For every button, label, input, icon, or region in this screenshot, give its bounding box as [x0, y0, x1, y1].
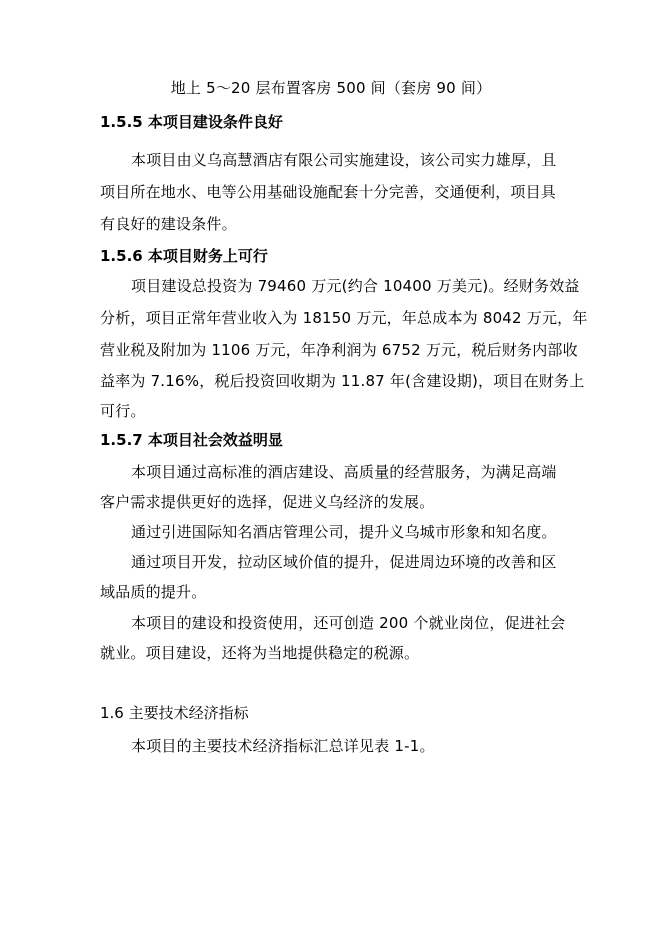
paragraph-line: 本项目的主要技术经济指标汇总详见表 1-1。 — [131, 737, 435, 755]
paragraph-line: 本项目由义乌高慧酒店有限公司实施建设，该公司实力雄厚，且 — [131, 151, 557, 169]
section-heading-1-5-5: 1.5.5 本项目建设条件良好 — [100, 113, 283, 131]
paragraph-line: 项目所在地水、电等公用基础设施配套十分完善，交通便利，项目具 — [100, 183, 557, 201]
section-heading-1-6: 1.6 主要技术经济指标 — [100, 704, 249, 722]
paragraph-line: 益率为 7.16%，税后投资回收期为 11.87 年(含建设期)，项目在财务上 — [100, 372, 585, 390]
paragraph-line: 有良好的建设条件。 — [100, 215, 237, 233]
paragraph-line: 营业税及附加为 1106 万元，年净利润为 6752 万元，税后财务内部收 — [100, 341, 578, 359]
paragraph-line: 可行。 — [100, 402, 146, 420]
paragraph-line: 客户需求提供更好的选择，促进义乌经济的发展。 — [100, 493, 435, 511]
section-heading-1-5-6: 1.5.6 本项目财务上可行 — [100, 247, 268, 265]
paragraph-line: 分析，项目正常年营业收入为 18150 万元，年总成本为 8042 万元，年 — [100, 309, 588, 327]
paragraph-line: 本项目的建设和投资使用，还可创造 200 个就业岗位，促进社会 — [131, 614, 566, 632]
paragraph-line: 域品质的提升。 — [100, 583, 207, 601]
section-heading-1-5-7: 1.5.7 本项目社会效益明显 — [100, 431, 283, 449]
intro-line: 地上 5～20 层布置客房 500 间（套房 90 间） — [170, 79, 492, 97]
paragraph-line: 本项目通过高标准的酒店建设、高质量的经营服务，为满足高端 — [131, 463, 557, 481]
paragraph-line: 通过项目开发，拉动区域价值的提升，促进周边环境的改善和区 — [131, 553, 557, 571]
paragraph-line: 通过引进国际知名酒店管理公司，提升义乌城市形象和知名度。 — [131, 523, 557, 541]
paragraph-line: 项目建设总投资为 79460 万元(约合 10400 万美元)。经财务效益 — [131, 277, 580, 295]
paragraph-line: 就业。项目建设，还将为当地提供稳定的税源。 — [100, 644, 420, 662]
